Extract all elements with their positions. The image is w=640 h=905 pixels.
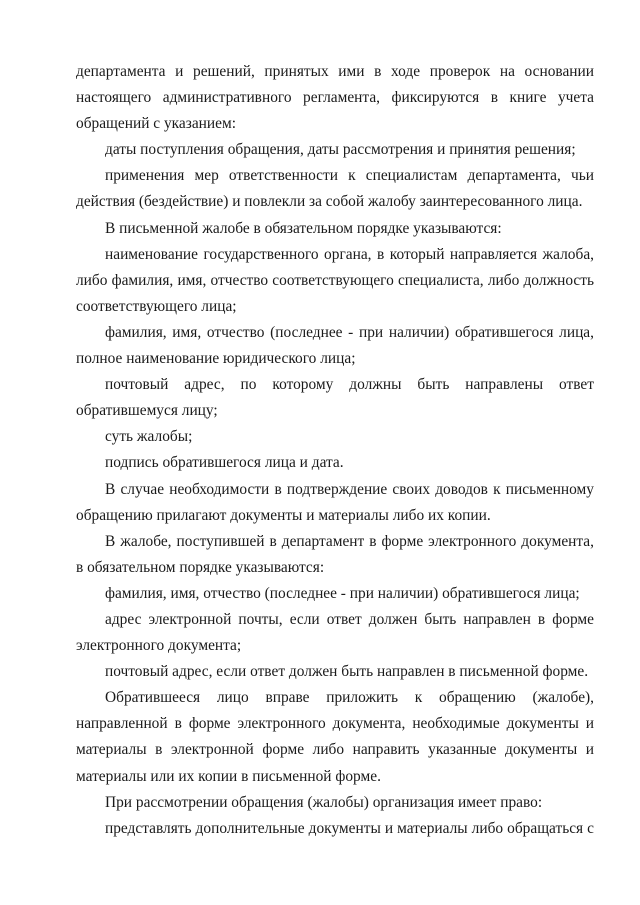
paragraph-2: даты поступления обращения, даты рассмотрения и принятия решения; <box>105 141 576 159</box>
paragraph-3: применения мер ответственности к специалистам департамента, чьи действия (бездействие) и повлекли за собой жалобу заинтересованного лица. <box>76 167 594 211</box>
document-body <box>76 59 594 842</box>
paragraph-10: В случае необходимости в подтверждение своих доводов к письменному обращению прилагают документы и материалы либо их копии. <box>76 480 594 524</box>
paragraph-4: В письменной жалобе в обязательном порядке указываются: <box>105 219 502 237</box>
paragraph-14: почтовый адрес, если ответ должен быть направлен в письменной форме. <box>105 663 589 681</box>
paragraph-15: Обратившееся лицо вправе приложить к обращению (жалобе), направленной в форме электронного документа, необходимые документы и материалы в электронной форме либо направить указанные документы и материалы или их копии в письменной форме. <box>76 689 594 785</box>
paragraph-16: При рассмотрении обращения (жалобы) организация имеет право: <box>105 793 543 811</box>
paragraph-5: наименование государственного органа, в который направляется жалоба, либо фамилия, имя, отчество соответствующего специалиста, либо должность соответствующего лица; <box>76 245 594 315</box>
paragraph-12: фамилия, имя, отчество (последнее - при наличии) обратившегося лица; <box>105 584 580 602</box>
paragraph-13: адрес электронной почты, если ответ должен быть направлен в форме электронного документа; <box>76 610 594 655</box>
paragraph-11: В жалобе, поступившей в департамент в форме электронного документа, в обязательном порядке указываются: <box>76 532 594 576</box>
paragraph-8: суть жалобы; <box>105 428 193 446</box>
paragraph-6: фамилия, имя, отчество (последнее - при наличии) обратившегося лица, полное наименование юридического лица; <box>76 323 594 368</box>
paragraph-17: представлять дополнительные документы и материалы либо обращаться с <box>105 819 594 837</box>
paragraph-7: почтовый адрес, по которому должны быть направлены ответ обратившемуся лицу; <box>76 376 594 420</box>
paragraph-9: подпись обратившегося лица и дата. <box>105 454 344 472</box>
paragraph-1: департамента и решений, принятых ими в ходе проверок на основании настоящего административного регламента, фиксируются в книге учета обращений с указанием: <box>76 63 594 133</box>
